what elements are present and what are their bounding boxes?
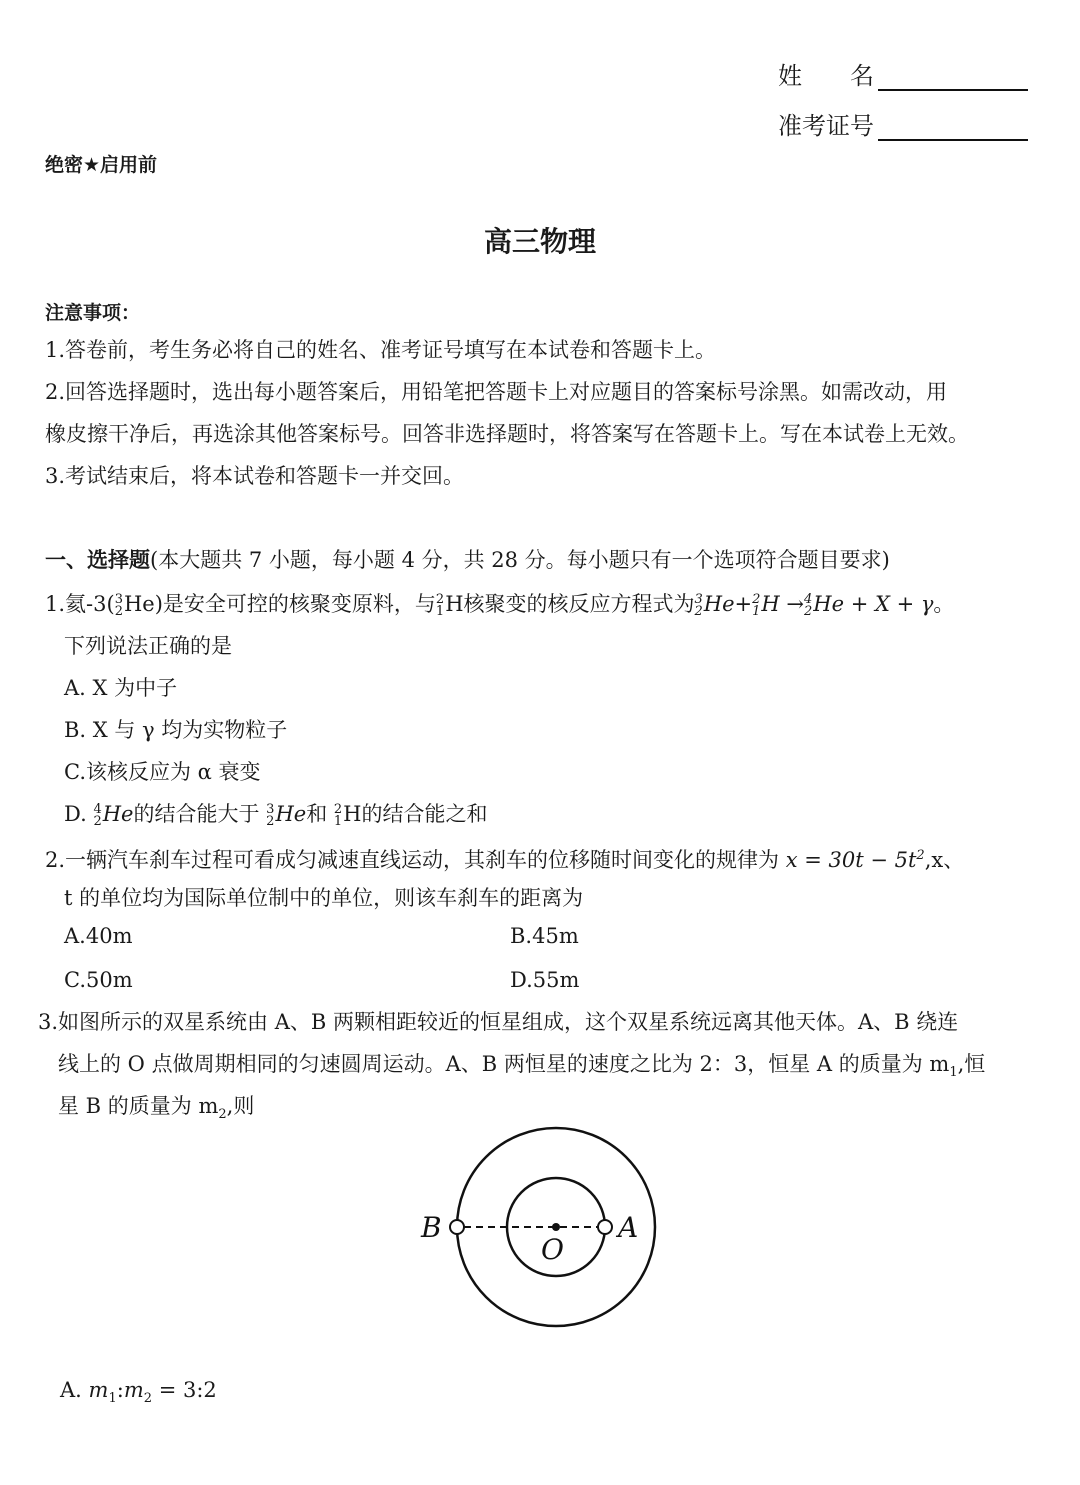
he3-nuclide — [114, 591, 123, 619]
q3-line2-a: 线上的 O 点做周期相同的匀速圆周运动。A、B 两恒星的速度之比为 2：3，恒星 A 的质量为 m — [58, 1052, 950, 1076]
star-a — [598, 1220, 612, 1234]
question-3-line1: 3.如图所示的双星系统由 A、B 两颗相距较近的恒星组成，这个双星系统远离其他天体。A、B 绕连 — [38, 1010, 959, 1034]
q2-text-end: ,x、 — [924, 848, 965, 872]
eq-h2-mass: 2 — [752, 591, 761, 607]
he3-mass: 3 — [114, 591, 123, 607]
question-3-line3 — [58, 1092, 254, 1129]
q3a-end: = 3:2 — [152, 1378, 217, 1402]
name-label: 姓 名 — [778, 62, 874, 90]
label-o: O — [541, 1233, 564, 1266]
q2-formula-body: x = 30t − 5t — [785, 848, 917, 872]
q1d-he4-mass: 4 — [93, 801, 102, 817]
notice-item-1: 1.答卷前，考生务必将自己的姓名、准考证号填写在本试卷和答题卡上。 — [45, 338, 717, 362]
eq-he4-mass: 4 — [804, 591, 813, 607]
reaction-equation — [694, 591, 934, 619]
q2-formula-exp: 2 — [916, 848, 925, 863]
eq-he4-charge: 2 — [804, 603, 813, 619]
name-blank[interactable] — [878, 65, 1028, 91]
name-field[interactable] — [778, 56, 1028, 91]
page-title: 高三物理 — [483, 225, 596, 258]
notice-item-2a: 2.回答选择题时，选出每小题答案后，用铅笔把答题卡上对应题目的答案标号涂黑。如需改动，用 — [45, 380, 948, 404]
eq-he3-sym: He+ — [703, 592, 753, 616]
q1d-he3 — [266, 801, 275, 829]
h2-charge: 1 — [435, 603, 445, 619]
exam-id-field[interactable] — [778, 106, 1028, 141]
section-desc: (本大题共 7 小题，每小题 4 分，共 28 分。每小题只有一个选项符合题目要求) — [150, 548, 890, 572]
eq-he3-charge: 2 — [694, 603, 703, 619]
h2-mass: 2 — [435, 591, 445, 607]
label-b: B — [421, 1211, 442, 1244]
q1d-h2-charge: 1 — [333, 813, 343, 829]
q2-option-d[interactable]: D.55m — [510, 968, 580, 992]
he3-charge: 2 — [114, 603, 123, 619]
q1d-mid: 的结合能大于 — [133, 802, 267, 826]
eq-h2-sym: H → — [761, 592, 804, 616]
h2-nuclide — [435, 591, 445, 619]
q1-text-b: He)是安全可控的核聚变原料，与 — [123, 592, 436, 616]
binary-star-diagram — [415, 1125, 675, 1335]
q3a-sub2: 2 — [143, 1391, 153, 1407]
q1-text-a: 1.氦-3( — [45, 592, 115, 616]
q1d-he3-mass: 3 — [266, 801, 275, 817]
q2-option-a[interactable]: A.40m — [64, 924, 133, 948]
section-title: 一、选择题 — [45, 548, 150, 572]
q3-line2-b: ,恒 — [957, 1052, 986, 1076]
exam-id-label: 准考证号 — [778, 112, 874, 140]
q1d-prefix: D. — [64, 802, 94, 826]
q1-option-d[interactable] — [64, 800, 488, 828]
q3-line3-a: 星 B 的质量为 m — [58, 1094, 219, 1118]
q1d-he4 — [93, 801, 102, 829]
question-3-line2 — [58, 1050, 985, 1087]
q1d-he4-sym: He — [102, 802, 134, 826]
q1d-h2-mass: 2 — [333, 801, 343, 817]
q1-option-c[interactable]: C.该核反应为 α 衰变 — [64, 760, 261, 784]
q1-text-c: H核聚变的核反应方程式为 — [445, 592, 695, 616]
q3-m2-sub: 2 — [218, 1107, 227, 1123]
center-point-o — [552, 1223, 560, 1231]
q3-m1-sub: 1 — [949, 1065, 958, 1081]
q1-option-b[interactable]: B. X 与 γ 均为实物粒子 — [64, 718, 288, 742]
question-1-stem — [45, 590, 954, 618]
q2-text-a: 2.一辆汽车刹车过程可看成匀减速直线运动，其刹车的位移随时间变化的规律为 — [45, 848, 786, 872]
q1d-and: 和 — [306, 802, 334, 826]
q3a-prefix: A. — [60, 1378, 89, 1402]
q1d-he3-charge: 2 — [266, 813, 275, 829]
q1d-he4-charge: 2 — [93, 813, 102, 829]
section-heading — [45, 546, 890, 574]
eq-he4 — [804, 591, 813, 619]
eq-he3-mass: 3 — [694, 591, 703, 607]
q3-line3-b: ,则 — [226, 1094, 255, 1118]
exam-id-blank[interactable] — [878, 115, 1028, 141]
q3a-sub1: 1 — [108, 1391, 117, 1407]
eq-he3 — [694, 591, 703, 619]
q3a-m2: m — [123, 1378, 144, 1402]
question-2-stem — [45, 842, 964, 874]
secrecy-label: 绝密★启用前 — [45, 154, 158, 176]
q2-formula — [786, 848, 925, 872]
notice-item-2b: 橡皮擦干净后，再选涂其他答案标号。回答非选择题时，将答案写在答题卡上。写在本试卷上无效。 — [45, 422, 969, 446]
eq-products: He + X + γ — [813, 592, 934, 616]
q1d-he3-sym: He — [275, 802, 307, 826]
notice-heading: 注意事项： — [45, 302, 141, 324]
question-2-line2: t 的单位均为国际单位制中的单位，则该车刹车的距离为 — [64, 886, 584, 910]
q1d-h2 — [333, 801, 343, 829]
q3-option-a[interactable] — [60, 1376, 217, 1413]
eq-h2-charge: 1 — [752, 603, 761, 619]
notice-item-3: 3.考试结束后，将本试卷和答题卡一并交回。 — [45, 464, 465, 488]
q1-end: 。 — [933, 592, 955, 616]
question-1-line2: 下列说法正确的是 — [64, 634, 232, 658]
q1d-end: H的结合能之和 — [343, 802, 488, 826]
label-a: A — [618, 1211, 639, 1244]
q3a-colon: : — [116, 1378, 124, 1402]
star-b — [450, 1220, 464, 1234]
eq-h2 — [752, 591, 761, 619]
q1-option-a[interactable]: A. X 为中子 — [64, 676, 178, 700]
q2-option-b[interactable]: B.45m — [510, 924, 579, 948]
q3a-m1: m — [88, 1378, 109, 1402]
q2-option-c[interactable]: C.50m — [64, 968, 133, 992]
